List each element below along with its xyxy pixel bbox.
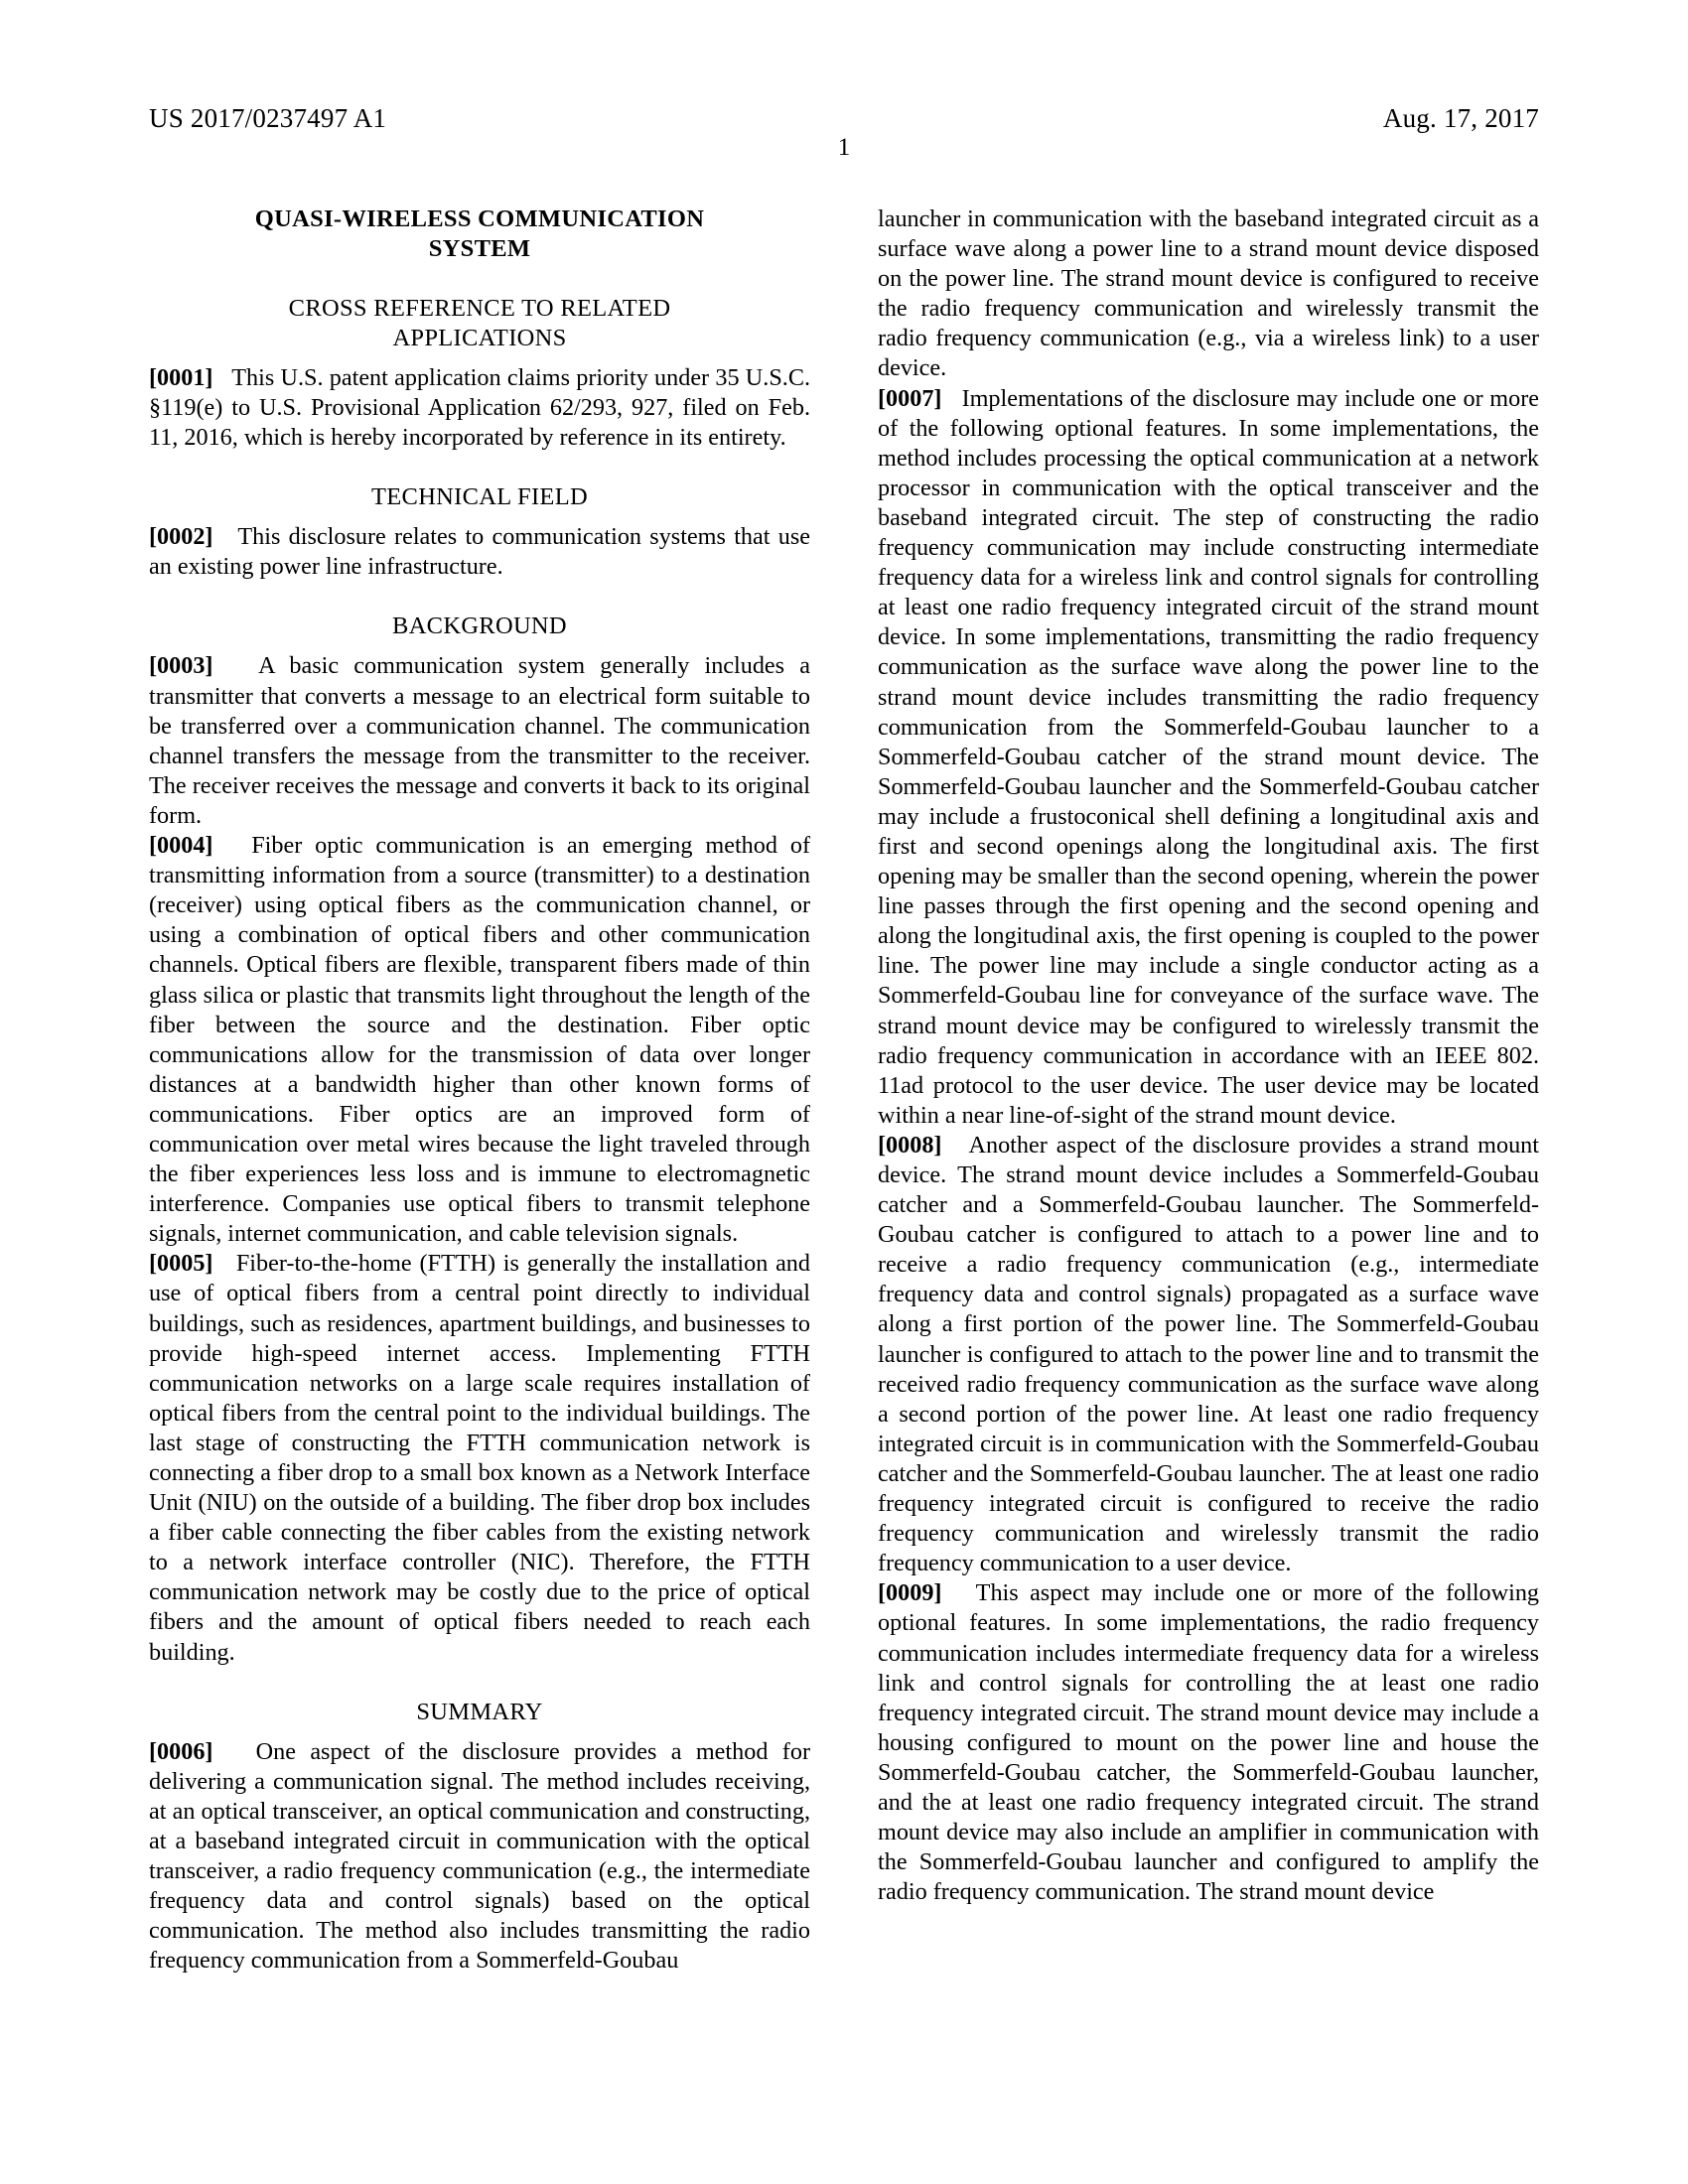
paragraph-number: [0002] [149,523,213,551]
page-number: 1 [837,134,851,161]
paragraph-text: This U.S. patent application claims priority under 35 U.S.C. §119(e) to U.S. Provisional Application 62/293, 927, filed on Feb. 11, 2016, which is hereby incorporated by reference in its entirety. [149,364,810,452]
paragraph-number: [0005] [149,1250,213,1278]
paragraph-text: One aspect of the disclosure provides a method for delivering a communication signal. The method includes receiving, at an optical transceiver, an optical communication and constructing, at a baseband integrated circuit in communication with the optical transceiver, a radio frequency communication (e.g., the intermediate frequency data and control signals) based on the optical communication. The method also includes transmitting the radio frequency communication from a Sommerfeld-Goubau [149,1737,810,1975]
heading-cross-reference-line-1: CROSS REFERENCE TO RELATED [288,295,671,322]
heading-cross-reference [149,294,810,353]
paragraph-number: [0009] [878,1579,942,1607]
document-title [149,205,810,264]
paragraph-number: [0008] [878,1131,942,1159]
paragraph-text: This aspect may include one or more of the following optional features. In some implementations, the radio frequency communication includes intermediate frequency data for a wireless link and control signals for controlling the at least one radio frequency integrated circuit. The strand mount device may include a housing configured to mount on the power line and house the Sommerfeld-Goubau catcher, the Sommerfeld-Goubau launcher, and the at least one radio frequency integrated circuit. The strand mount device may also include an amplifier in communication with the Sommerfeld-Goubau launcher and configured to amplify the radio frequency communication. The strand mount device [878,1579,1540,1906]
paragraph-text: Another aspect of the disclosure provides a strand mount device. The strand mount device includes a Sommerfeld-Goubau catcher and a Sommerfeld-Goubau launcher. The Sommerfeld-Goubau catcher is configured to attach to a power line and to receive a radio frequency communication (e.g., intermediate frequency data and control signals) propagated as a surface wave along a first portion of the power line. The Sommerfeld-Goubau launcher is configured to attach to the power line and to transmit the received radio frequency communication as the surface wave along a second portion of the power line. At least one radio frequency integrated circuit is in communication with the Sommerfeld-Goubau catcher and the Sommerfeld-Goubau launcher. The at least one radio frequency integrated circuit is configured to receive the radio frequency communication and wirelessly transmit the radio frequency communication to a user device. [878,1131,1539,1577]
heading-technical-field: TECHNICAL FIELD [371,483,588,511]
right-column [878,205,1539,1976]
heading-cross-reference-line-2: APPLICATIONS [392,325,567,351]
paragraph-0006 [149,1737,810,1977]
paragraph-continuation [878,205,1539,384]
paragraph-text: Implementations of the disclosure may include one or more of the following optional features. In some implementations, the method includes processing the optical communication at a network processor in communication with the optical transceiver and the baseband integrated circuit. The step of constructing the radio frequency communication may include constructing intermediate frequency data for a wireless link and control signals for controlling at least one radio frequency integrated circuit of the strand mount device. In some implementations, transmitting the radio frequency communication as the surface wave along the power line to the strand mount device includes transmitting the radio frequency communication from the Sommerfeld-Goubau launcher to a Sommerfeld-Goubau catcher of the strand mount device. The Sommerfeld-Goubau launcher and the Sommerfeld-Goubau catcher may include a frustoconical shell defining a longitudinal axis and first and second openings along the longitudinal axis. The first opening may be smaller than the second opening, wherein the power line passes through the first opening and the second opening and along the longitudinal axis, the first opening is coupled to the power line. The power line may include a single conductor acting as a Sommerfeld-Goubau line for conveyance of the surface wave. The strand mount device may be configured to wirelessly transmit the radio frequency communication in accordance with an IEEE 802. 11ad protocol to the user device. The user device may be located within a near line-of-sight of the strand mount device. [878,384,1540,1129]
paragraph-0007 [878,384,1539,1131]
paragraph-text: Fiber-to-the-home (FTTH) is generally the installation and use of optical fibers from a central point directly to individual buildings, such as residences, apartment buildings, and businesses to provide high-speed internet access. Implementing FTTH communication networks on a large scale requires installation of optical fibers from the central point to the individual buildings. The last stage of constructing the FTTH communication network is connecting a fiber drop to a small box known as a Network Interface Unit (NIU) on the outside of a building. The fiber drop box includes a fiber cable connecting the fiber cables from the existing network to a network interface controller (NIC). Therefore, the FTTH communication network may be costly due to the price of optical fibers and the amount of optical fibers needed to reach each building. [149,1250,810,1666]
paragraph-number: [0006] [149,1737,213,1765]
two-column-body [149,205,1539,1976]
paragraph-0004 [149,831,810,1249]
heading-summary: SUMMARY [416,1698,543,1725]
paragraph-text: A basic communication system generally includes a transmitter that converts a message to an electrical form suitable to be transferred over a communication channel. The communication channel transfers the message from the transmitter to the receiver. The receiver receives the message and converts it back to its original form. [149,652,811,829]
publication-date: Aug. 17, 2017 [1382,103,1539,133]
paragraph-text: Fiber optic communication is an emerging method of transmitting information from a source (transmitter) to a destination (receiver) using optical fibers as the communication channel, or using a combination of optical fibers and other communication channels. Optical fibers are flexible, transparent fibers made of thin glass silica or plastic that transmits light throughout the length of the fiber between the source and the destination. Fiber optic communications allow for the transmission of data over longer distances at a bandwidth higher than other known forms of communications. Fiber optics are an improved form of communication over metal wires because the light traveled through the fiber experiences less loss and is immune to electromagnetic interference. Companies use optical fibers to transmit telephone signals, internet communication, and cable television signals. [149,832,810,1248]
paragraph-number: [0007] [878,384,942,412]
paragraph-0005 [149,1249,810,1667]
paragraph-number: [0004] [149,832,213,860]
paragraph-0008 [878,1131,1539,1578]
left-column [149,205,810,1976]
paragraph-number: [0003] [149,652,213,680]
paragraph-0002 [149,522,810,582]
heading-background: BACKGROUND [392,613,567,640]
paragraph-number: [0001] [149,364,213,391]
document-title-line-2: SYSTEM [428,235,531,262]
publication-number: US 2017/0237497 A1 [149,103,387,133]
paragraph-0009 [878,1578,1539,1907]
document-title-line-1: QUASI-WIRELESS COMMUNICATION [254,205,705,232]
paragraph-text: launcher in communication with the baseband integrated circuit as a surface wave along a power line to a strand mount device disposed on the power line. The strand mount device is configured to receive the radio frequency communication and wirelessly transmit the radio frequency communication (e.g., via a wireless link) to a user device. [878,205,1539,382]
paragraph-0003 [149,651,810,831]
paragraph-0001 [149,363,810,453]
paragraph-text: This disclosure relates to communication systems that use an existing power line infrastructure. [149,523,810,581]
